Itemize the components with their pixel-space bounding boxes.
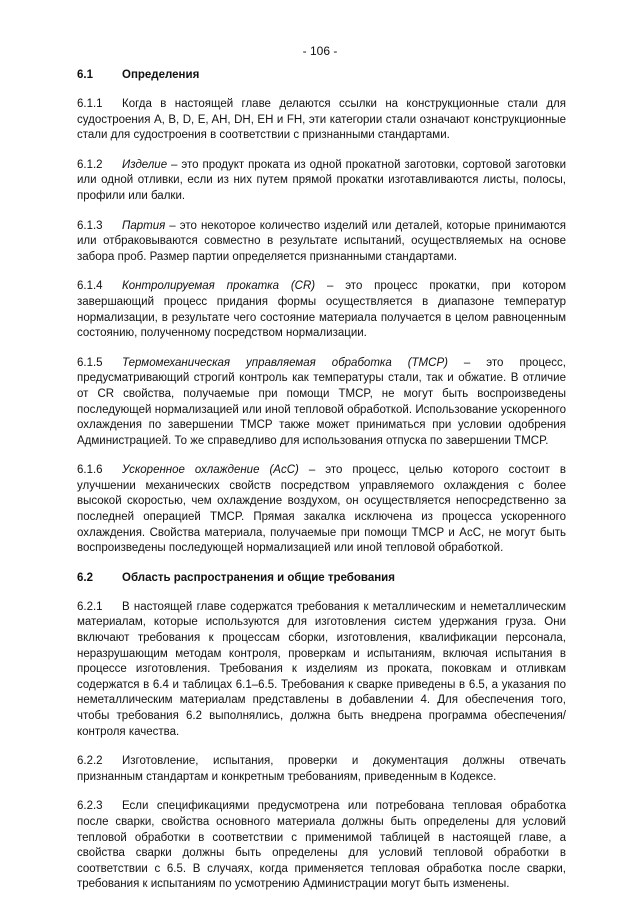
paragraph [77,219,566,266]
paragraph-number: 6.2.2 [77,755,103,768]
paragraph-number: 6.2.3 [77,800,103,813]
paragraph-number: 6.1.6 [77,464,103,477]
paragraph-number: 6.1.5 [77,356,103,369]
paragraph-text: Изготовление, испытания, проверки и документация должны отвечать признанным стандартам и конкретным требованиям, приведенным в Кодексе. [77,755,566,783]
paragraph-text: Когда в настоящей главе делаются ссылки на конструкционные стали для судостроения A, B, D, E, AH, DH, EH и FH, эти категории стали означают конструкционные стали для судостроения в соответствии с признанными стандартами. [77,98,566,142]
page-number: - 106 - [302,44,338,58]
paragraph-text: Если спецификациями предусмотрена или потребована тепловая обработка после сварки, свойства основного материала должны быть определены для условий тепловой обработки в соответствии с применимой таблицей в настоящей главе, а свойства сварки должны быть определены для условий тепловой обработки в соответствии с 6.5. В случаях, когда применяется тепловая обработка после сварки, требования к испытаниям по усмотрению Администрации могут быть изменены. [77,800,566,891]
section-number: 6.1 [77,69,93,81]
paragraph [77,356,566,450]
section-title: Определения [122,69,200,81]
paragraph-text: – это продукт проката из одной прокатной заготовки, сортовой заготовки или одной отливки, если из них путем прямой прокатки изготавливаются листы, полосы, профили или балки. [77,158,566,202]
paragraph [77,754,566,785]
paragraph-text: – это некоторое количество изделий или деталей, которые принимаются или отбраковываются совместно в результате испытаний, осуществляемых на основе забора проб. Размер партии определяется признанными стандартами. [77,219,566,263]
paragraph-text: – это процесс прокатки, при котором завершающий процесс придания формы осуществляется в диапазоне температур нормализации, в результате чего состояние материала получается в целом равноценным состоянию, полученному посредством нормализации. [77,280,566,340]
paragraph-number: 6.1.4 [77,280,103,293]
paragraph-text: – это процесс, целью которого состоит в улучшении механических свойств посредством управляемого охлаждения с более высокой скоростью, чем охлаждение воздухом, он осуществляется непосредственно за последней операцией TMCP. Прямая закалка исключена из процесса ускоренного охлаждения. Свойства материала, получаемые при помощи TMCP и AcC, не могут быть воспроизведены последующей нормализацией или иной тепловой обработкой. [77,464,566,555]
defined-term: Партия [122,219,166,232]
paragraph [77,799,566,893]
paragraph-text: В настоящей главе содержатся требования к металлическим и неметаллическим материалам, которые используются для изготовления систем удержания груза. Они включают требования к процессам сборки, изготовления, квалификации персонала, неразрушающим методам контроля, проверкам и испытаниям, включая испытания в процессе изготовления. Требования к изделиям из проката, поковкам и отливкам содержатся в 6.4 и таблицах 6.1–6.5. Требования к сварке приведены в 6.5, а указания по неметаллическим материалам представлены в добавлении 4. Для обеспечения того, чтобы требования 6.2 выполнялись, должна быть внедрена программа обеспечения/контроля качества. [77,600,566,738]
section-number: 6.2 [77,571,93,584]
paragraph [77,600,566,740]
paragraph [77,279,566,341]
paragraph [77,97,566,144]
section-heading [77,68,566,82]
defined-term: Контролируемая прокатка (CR) [122,280,316,293]
section-title: Область распространения и общие требования [122,571,395,584]
defined-term: Изделие [122,158,168,171]
paragraph [77,463,566,557]
defined-term: Термомеханическая управляемая обработка (TMCP) [122,356,448,369]
defined-term: Ускоренное охлаждение (AcC) [122,464,299,477]
paragraph-number: 6.2.1 [77,600,103,613]
paragraph-number: 6.1.2 [77,158,103,171]
paragraph-text: – это процесс, предусматривающий строгий контроль как температуры стали, так и обжатие. В отличие от CR свойства, получаемые при помощи TMCP, не могут быть воспроизведены последующей нормализацией или иной тепловой обработкой. Использование ускоренного охлаждения по завершении TMCP также может приниматься при условии одобрения Администрацией. То же справедливо для использования отпуска по завершении TMCP. [77,356,566,447]
paragraph [77,158,566,205]
document-body [77,68,566,893]
paragraph-number: 6.1.1 [77,98,103,110]
section-heading [77,571,566,585]
paragraph-number: 6.1.3 [77,219,103,232]
